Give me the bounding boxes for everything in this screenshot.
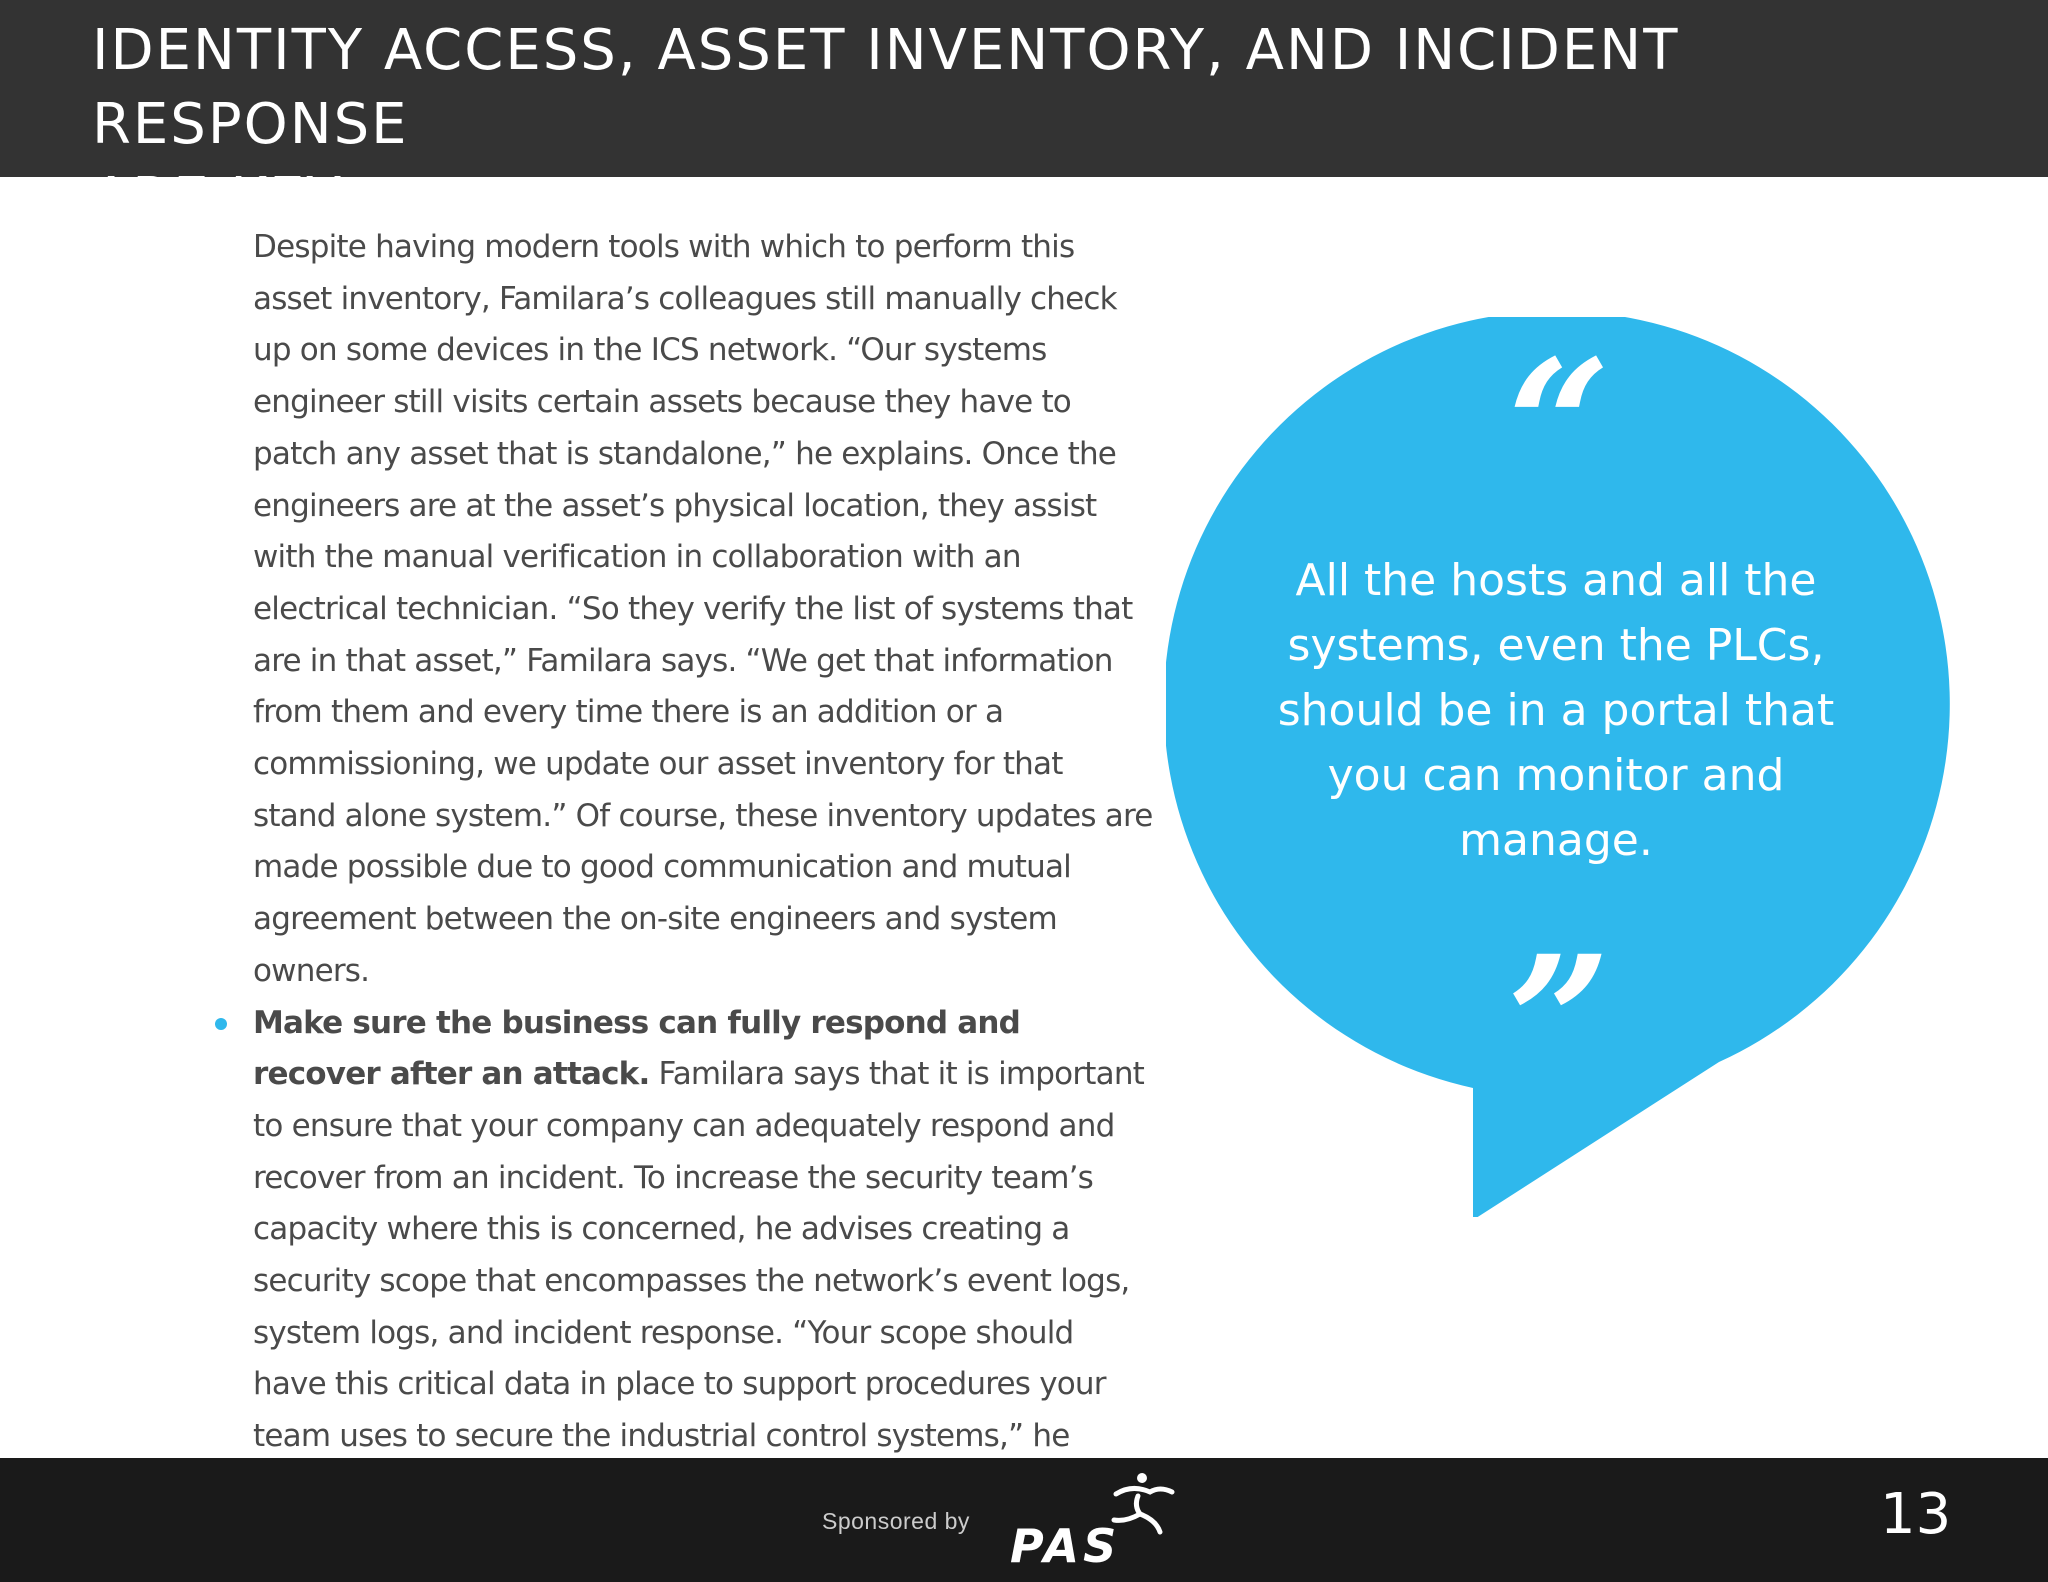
pas-logo-figure-icon: [1114, 1473, 1172, 1532]
bullet-body-text: Familara says that it is important to ensure that your company can adequately respond and recover from an incident. To increase the security team’s capacity where this is concerned, he advises creating a security scope that encompasses the network’s event logs, system logs, and incident response. “Your scope should have this critical data in place to support procedures your team uses to secure the industrial control systems,” he: [253, 1056, 1145, 1455]
pull-quote-text: All the hosts and all the systems, even the PLCs, should be in a portal that you can monitor and manage.: [1277, 555, 1835, 866]
bullet-lead-text: Make sure the business can fully respond and recover after an attack.: [253, 1004, 1021, 1093]
body-paragraph: Despite having modern tools with which to perform this asset inventory, Familara’s colleagues still manually check up on some devices in the ICS network. “Our systems engineer still visits certain assets because they have to patch any asset that is standalone,” he explains. Once the engineers are at the asset’s physical location, they assist with the manual verification in collaboration with an electrical technician. “So they verify the list of systems that are in that asset,” Familara says. “We get that information from them and every time there is an addition or a commissioning, we update our asset inventory for that stand alone system.” Of course, these inventory updates are made possible due to good communication and mutual agreement between the on-site engineers and system owners.: [253, 229, 1153, 989]
article-body: [253, 222, 1153, 1515]
bullet-item: [253, 998, 1153, 1515]
close-quote-mark: ”: [1507, 917, 1611, 1128]
bullet-dot-icon: [215, 1018, 227, 1030]
open-quote-mark: “: [1507, 321, 1611, 532]
page-title-line-1: IDENTITY ACCESS, ASSET INVENTORY, AND INCIDENT RESPONSE: [92, 18, 1680, 157]
pas-logo-text: PAS: [1010, 1519, 1121, 1566]
page-title: [92, 14, 1992, 236]
pas-logo[interactable]: [1010, 1470, 1185, 1566]
sponsored-label: Sponsored by: [822, 1508, 970, 1534]
page-number: 13: [1880, 1482, 1952, 1547]
page-header: [0, 0, 2048, 231]
page-title-line-2: ARE KEY: [92, 166, 343, 231]
